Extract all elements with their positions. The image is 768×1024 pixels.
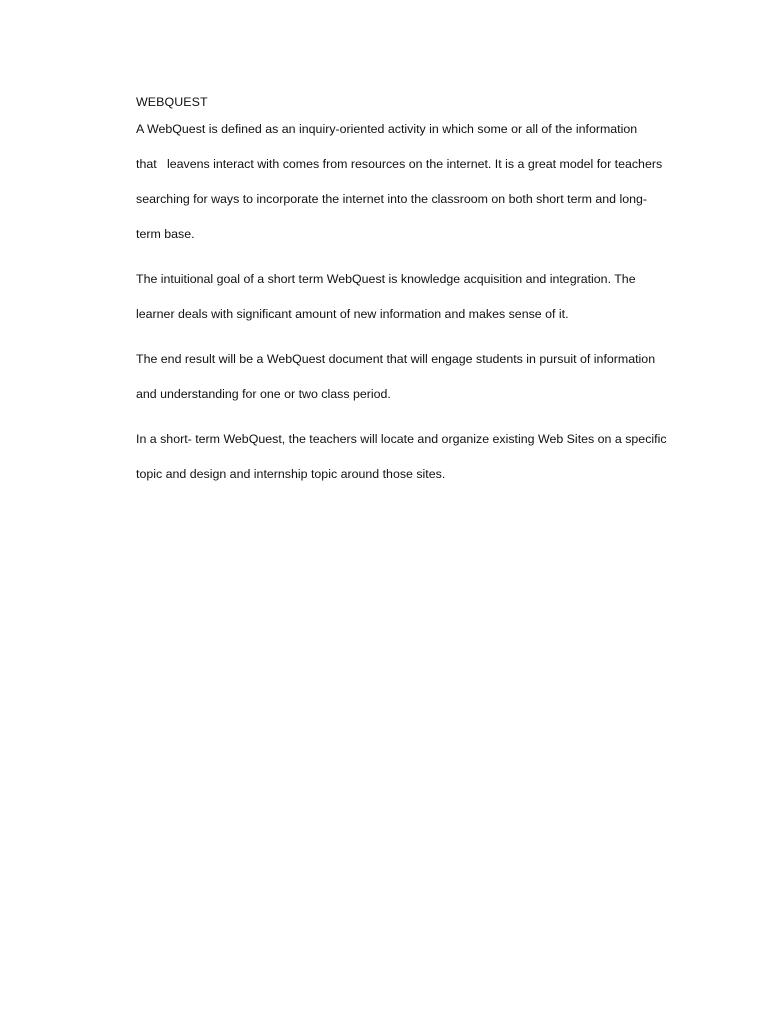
paragraph-goal [136,262,696,332]
paragraph-line: In a short- term WebQuest, the teachers will locate and organize existing Web Sites on a specific [136,432,667,446]
paragraph-end-result [136,342,696,412]
paragraph-line: A WebQuest is defined as an inquiry-oriented activity in which some or all of the information [136,122,638,136]
paragraph-line: term base. [136,227,195,241]
document-title: WEBQUEST [136,95,208,109]
paragraph-line: and understanding for one or two class period. [136,387,391,401]
paragraph-line: that leavens interact with comes from resources on the internet. It is a great model for teachers [136,157,663,171]
paragraph-line: topic and design and internship topic around those sites. [136,467,446,481]
paragraph-line: The intuitional goal of a short term WebQuest is knowledge acquisition and integration. The [136,272,636,286]
paragraph-line: learner deals with significant amount of new information and makes sense of it. [136,307,569,321]
paragraph-line: searching for ways to incorporate the internet into the classroom on both short term and long- [136,192,648,206]
paragraph-line: The end result will be a WebQuest document that will engage students in pursuit of information [136,352,656,366]
paragraph-definition [136,112,696,252]
document-body [136,92,696,492]
paragraph-short-term [136,422,696,492]
